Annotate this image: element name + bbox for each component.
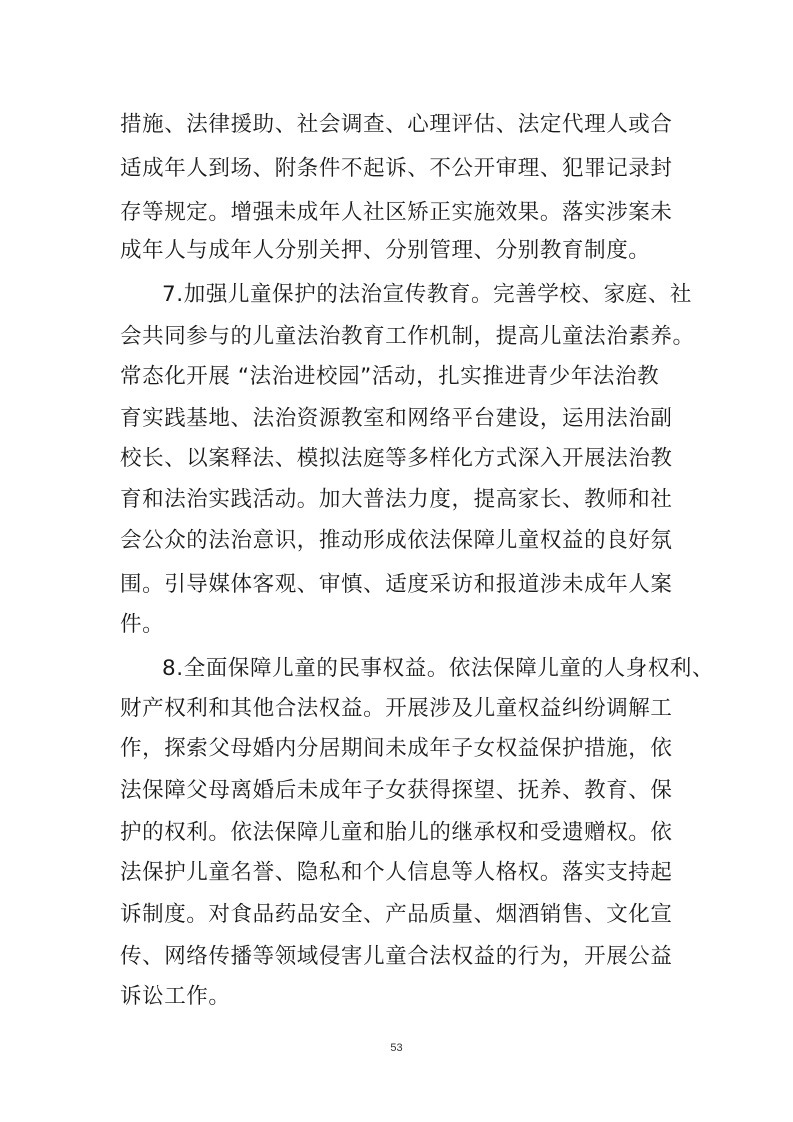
text-line: 作，探索父母婚内分居期间未成年子女权益保护措施，依 bbox=[120, 736, 673, 761]
text-line: 常态化开展 “法治进校园”活动，扎实推进青少年法治教 bbox=[120, 364, 660, 389]
text-line: 适成年人到场、附条件不起诉、不公开审理、犯罪记录封 bbox=[120, 156, 673, 181]
text-line: 围。引导媒体客观、审慎、适度采访和报道涉未成年人案 bbox=[120, 572, 673, 597]
text-line: 诉制度。对食品药品安全、产品质量、烟酒销售、文化宣 bbox=[120, 902, 673, 927]
text-line: 财产权利和其他合法权益。开展涉及儿童权益纠纷调解工 bbox=[120, 696, 673, 721]
text-line: 传、网络传播等领域侵害儿童合法权益的行为，开展公益 bbox=[120, 944, 673, 969]
text-line: 法保护儿童名誉、隐私和个人信息等人格权。落实支持起 bbox=[120, 860, 673, 885]
text-line: 措施、法律援助、社会调查、心理评估、法定代理人或合 bbox=[120, 112, 673, 137]
text-line: 育和法治实践活动。加大普法力度，提高家长、教师和社 bbox=[120, 487, 673, 512]
text-line: 护的权利。依法保障儿童和胎儿的继承权和受遗赠权。依 bbox=[120, 820, 673, 845]
text-line: 存等规定。增强未成年人社区矫正实施效果。落实涉案未 bbox=[120, 200, 673, 225]
text-line: 校长、以案释法、模拟法庭等多样化方式深入开展法治教 bbox=[120, 446, 673, 471]
text-line: 成年人与成年人分别关押、分别管理、分别教育制度。 bbox=[120, 238, 651, 263]
page-number: 53 bbox=[390, 1042, 403, 1054]
text-line: 会共同参与的儿童法治教育工作机制，提高儿童法治素养。 bbox=[120, 324, 695, 349]
text-line: 育实践基地、法治资源教室和网络平台建设，运用法治副 bbox=[120, 406, 673, 431]
text-line: 件。 bbox=[120, 612, 165, 637]
text-line: 法保障父母离婚后未成年子女获得探望、抚养、教育、保 bbox=[120, 778, 673, 803]
text-line: 诉讼工作。 bbox=[120, 984, 231, 1009]
paragraph-7-heading-line: 7.加强儿童保护的法治宣传教育。完善学校、家庭、社 bbox=[162, 282, 693, 307]
paragraph-8-heading-line: 8.全面保障儿童的民事权益。依法保障儿童的人身权利、 bbox=[162, 656, 715, 681]
text-line: 会公众的法治意识，推动形成依法保障儿童权益的良好氛 bbox=[120, 528, 673, 553]
